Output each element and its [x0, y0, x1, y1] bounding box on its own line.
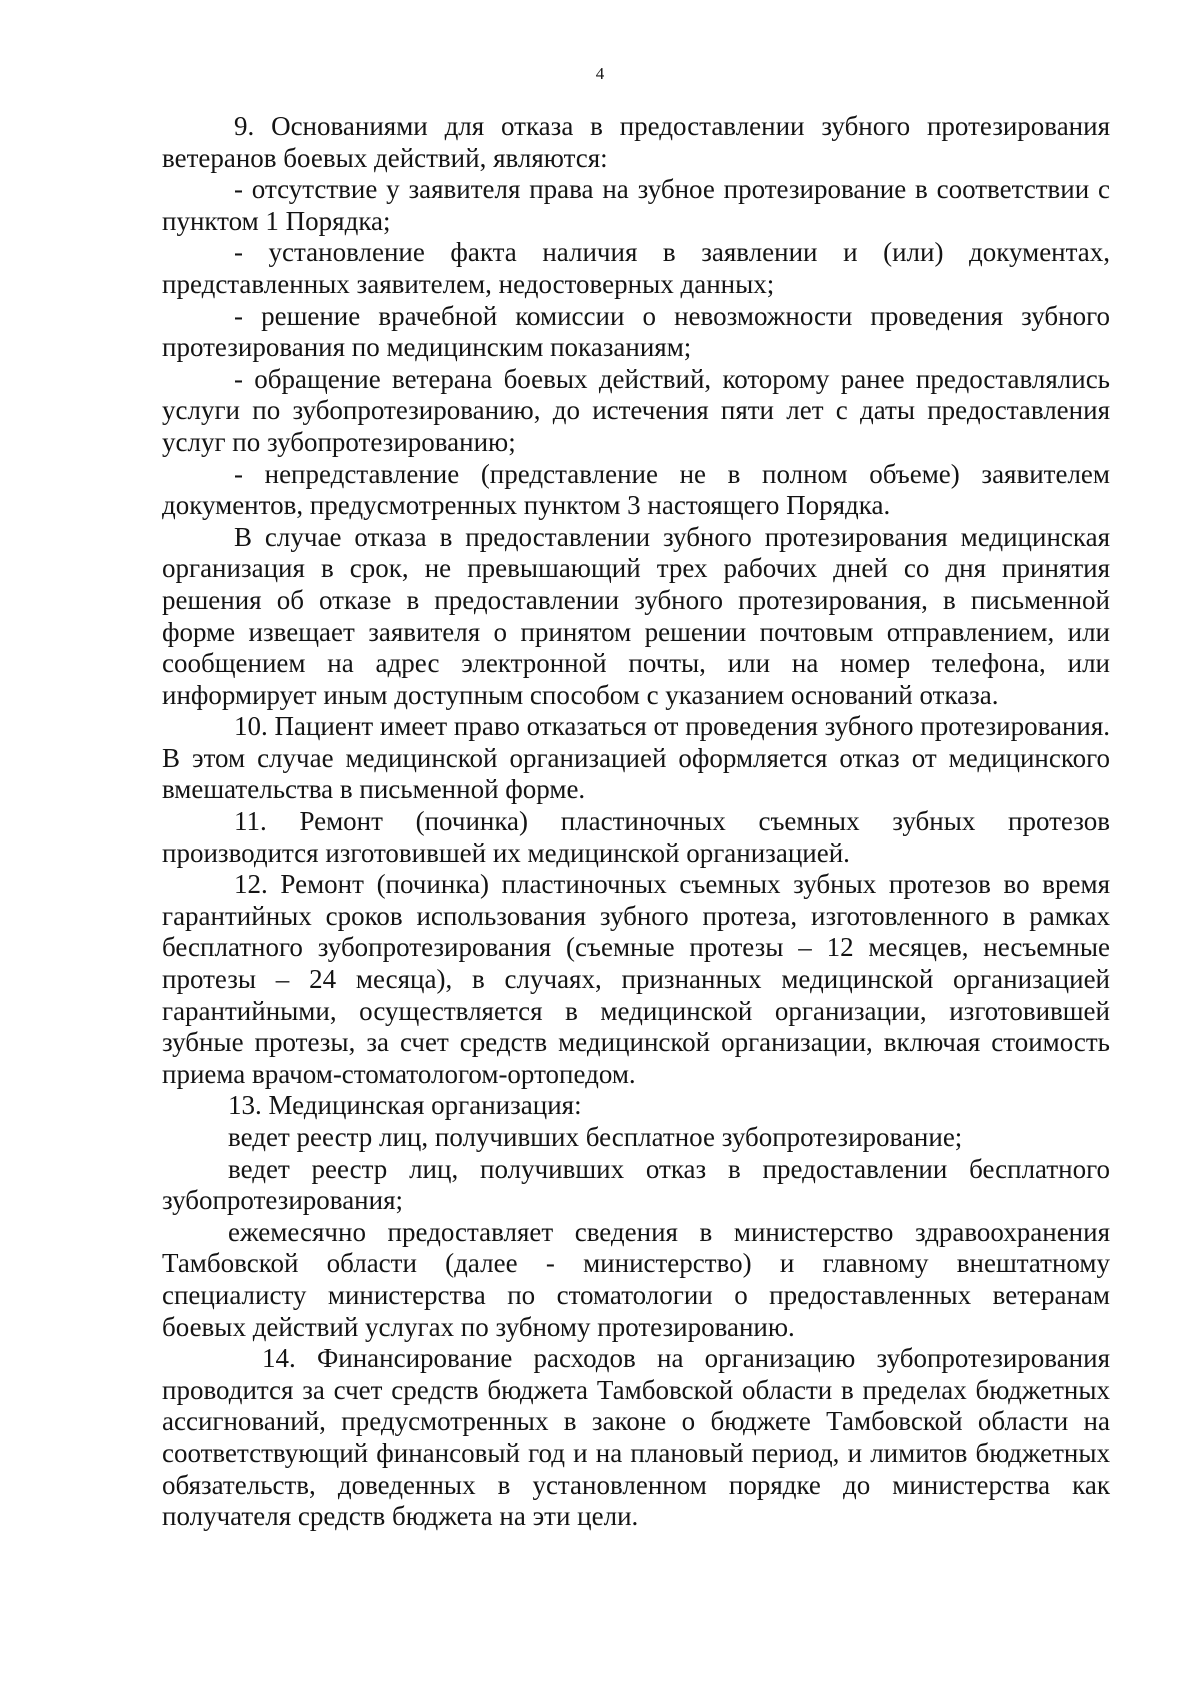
- refusal-ground-missing-documents: - непредставление (представление не в полном объеме) заявителем документов, предусмотренных пунктом 3 настоящего Порядка.: [162, 458, 1110, 521]
- document-body: [162, 111, 1110, 1533]
- refusal-ground-no-right: - отсутствие у заявителя права на зубное протезирование в соответствии с пунктом 1 Порядка;: [162, 174, 1110, 236]
- monthly-report-item: ежемесячно предоставляет сведения в министерство здравоохранения Тамбовской области (далее - министерство) и главному внештатному специалисту министерства по стоматологии о предоставленных ветеранам боевых действий услугах по зубному протезированию.: [162, 1216, 1110, 1342]
- paragraph-item-12: 12. Ремонт (починка) пластиночных съемных зубных протезов во время гарантийных сроков использования зубного протеза, изготовленного в рамках бесплатного зубопротезирования (съемные протезы – 12 месяцев, несъемные протезы – 24 месяца), в случаях, признанных медицинской организацией гарантийными, осуществляется в медицинской организации, изготовившей зубные протезы, за счет средств медицинской организации, включая стоимость приема врачом-стоматологом-ортопедом.: [162, 869, 1110, 1089]
- page-number: 4: [595, 64, 605, 83]
- paragraph-item-10: 10. Пациент имеет право отказаться от проведения зубного протезирования. В этом случае медицинской организацией оформляется отказ от медицинского вмешательства в письменной форме.: [162, 711, 1111, 805]
- paragraph-item-9: 9. Основаниями для отказа в предоставлении зубного протезирования ветеранов боевых действий, являются:: [162, 111, 1110, 173]
- refusal-notification-paragraph: В случае отказа в предоставлении зубного протезирования медицинская организация в срок, не превышающий трех рабочих дней со дня принятия решения об отказе в предоставлении зубного протезирования, в письменной форме извещает заявителя о принятом решении почтовым отправлением, или сообщением на адрес электронной почты, или на номер телефона, или информирует иным доступным способом с указанием оснований отказа.: [162, 521, 1110, 710]
- registry-refused-item: ведет реестр лиц, получивших отказ в предоставлении бесплатного зубопротезирования;: [162, 1153, 1110, 1216]
- registry-received-item: ведет реестр лиц, получивших бесплатное зубопротезирование;: [228, 1122, 963, 1152]
- paragraph-item-13: 13. Медицинская организация:: [228, 1090, 582, 1121]
- paragraph-item-14: 14. Финансирование расходов на организацию зубопротезирования проводится за счет средств бюджета Тамбовской области в пределах бюджетных ассигнований, предусмотренных в законе о бюджете Тамбовской области на соответствующий финансовый год и на плановый период, и лимитов бюджетных обязательств, доведенных в установленном порядке до министерства как получателя средств бюджета на эти цели.: [162, 1343, 1110, 1532]
- refusal-ground-false-data: - установление факта наличия в заявлении и (или) документах, представленных заявителем, недостоверных данных;: [162, 237, 1110, 299]
- refusal-ground-five-years: - обращение ветерана боевых действий, которому ранее предоставлялись услуги по зубопротезированию, до истечения пяти лет с даты предоставления услуг по зубопротезированию;: [162, 363, 1110, 457]
- paragraph-item-11: 11. Ремонт (починка) пластиночных съемных зубных протезов производится изготовившей их медицинской организацией.: [162, 806, 1110, 868]
- refusal-ground-medical-commission: - решение врачебной комиссии о невозможности проведения зубного протезирования по медицинским показаниям;: [162, 300, 1110, 363]
